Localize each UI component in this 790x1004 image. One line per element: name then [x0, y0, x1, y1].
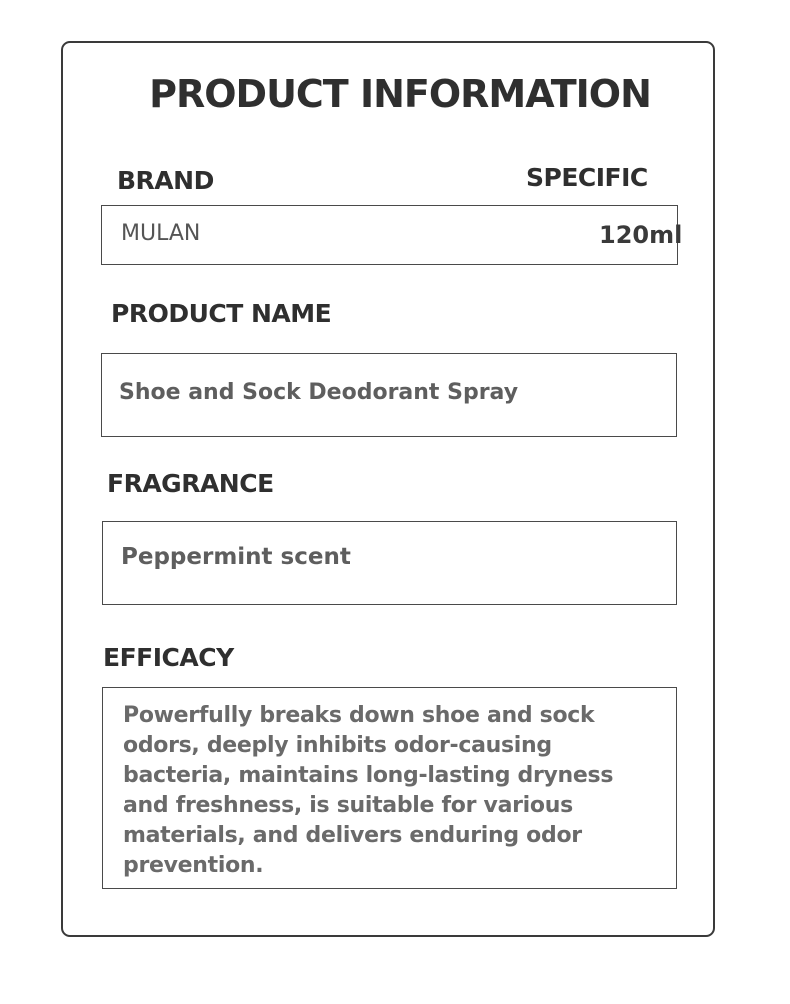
- efficacy-line: bacteria, maintains long-lasting dryness: [123, 763, 614, 788]
- product-name-label: PRODUCT NAME: [111, 299, 332, 328]
- specific-value: 120ml: [599, 221, 683, 249]
- fragrance-value: Peppermint scent: [121, 544, 351, 570]
- fragrance-label: FRAGRANCE: [107, 469, 274, 498]
- specific-label: SPECIFIC: [526, 163, 648, 192]
- efficacy-line: and freshness, is suitable for various: [123, 793, 573, 818]
- page-title: PRODUCT INFORMATION: [149, 72, 651, 116]
- efficacy-line: Powerfully breaks down shoe and sock: [123, 703, 595, 728]
- efficacy-line: materials, and delivers enduring odor: [123, 823, 582, 848]
- efficacy-line: prevention.: [123, 853, 264, 878]
- brand-value: MULAN: [121, 221, 201, 246]
- efficacy-label: EFFICACY: [103, 643, 234, 672]
- efficacy-line: odors, deeply inhibits odor-causing: [123, 733, 552, 758]
- product-name-value: Shoe and Sock Deodorant Spray: [119, 380, 519, 405]
- efficacy-text: [123, 701, 663, 881]
- brand-label: BRAND: [117, 166, 214, 195]
